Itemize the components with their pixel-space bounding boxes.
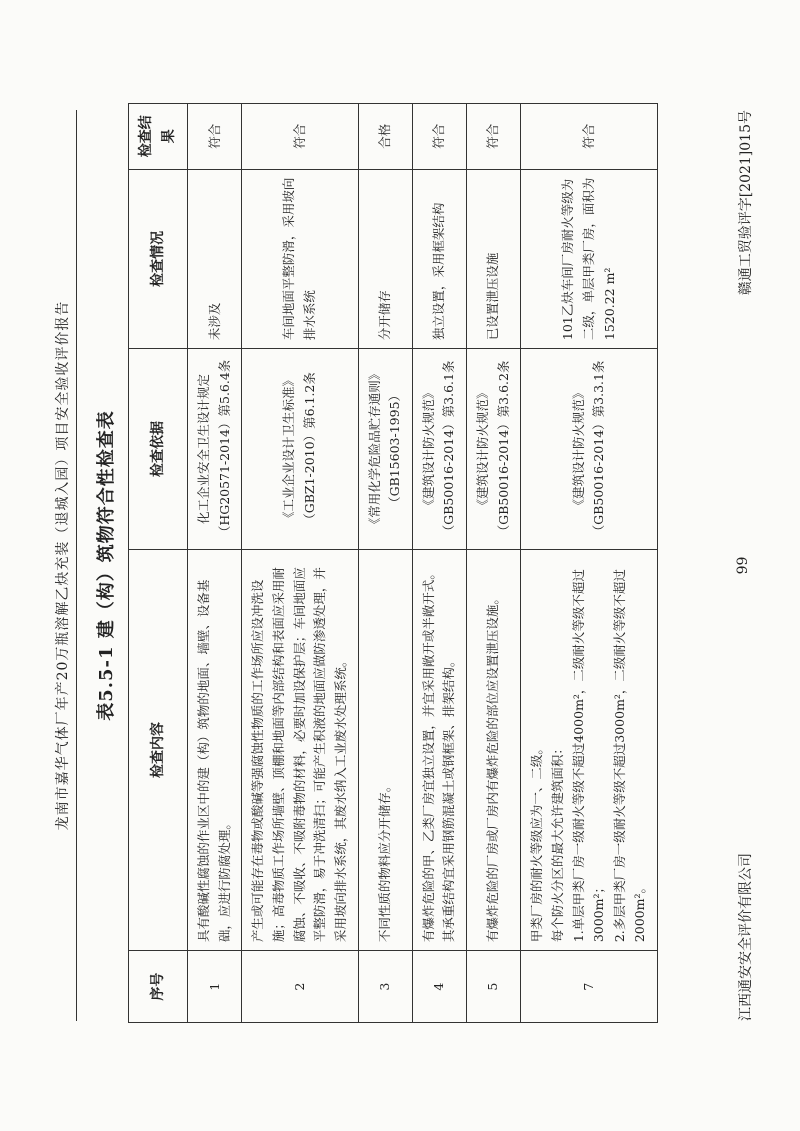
check-result: 符合 — [242, 104, 358, 170]
content-line: 1.单层甲类厂房一级耐火等级不超过4000m²，二级耐火等级不超过3000m²； — [570, 569, 607, 943]
table-row — [242, 104, 358, 1023]
table-row — [412, 104, 466, 1023]
report-header: 龙南市嘉华气体厂年产20万瓶溶解乙炔充装（退城入园）项目安全验收评价报告 — [52, 110, 77, 1021]
row-number: 4 — [412, 951, 466, 1023]
document-number: 赣通工贸验评字[2021]015号 — [738, 110, 754, 296]
row-number: 5 — [467, 951, 521, 1023]
check-content: 产生或可能存在毒物或酸碱等强腐蚀性物质的工作场所应设冲洗设施；高毒物质工作场所墙壁、顶棚和地面等内部结构和表面应采用耐腐蚀、不吸收、不吸附毒物的材料，必要时加设保护层；车间地面应平整防滑，易于冲洗清扫；可能产生积液的地面应做防渗透处理，并采用坡向排水系统，其废水纳入工业废水处理系统。 — [242, 549, 358, 950]
check-basis: 《常用化学危险品贮存通则》（GB15603-1995） — [358, 349, 412, 550]
column-header-content: 检查内容 — [129, 549, 188, 950]
check-result: 符合 — [521, 104, 658, 170]
table-row — [358, 104, 412, 1023]
check-content — [521, 549, 658, 950]
company-name: 江西通安安全评价有限公司 — [738, 853, 754, 1021]
table-row — [467, 104, 521, 1023]
content-line: 2.多层甲类厂房一级耐火等级不超过3000m²，二级耐火等级不超过2000m²。 — [611, 569, 648, 943]
check-status: 已设置泄压设施 — [467, 169, 521, 349]
check-result: 合格 — [358, 104, 412, 170]
column-header-basis: 检查依据 — [129, 349, 188, 550]
check-basis: 《建筑设计防火规范》（GB50016-2014）第3.3.1条 — [521, 349, 658, 550]
row-number: 2 — [242, 951, 358, 1023]
row-number: 7 — [521, 951, 658, 1023]
content-line: 每个防火分区的最大允许建筑面积： — [549, 742, 565, 943]
check-basis: 《建筑设计防火规范》（GB50016-2014）第3.6.2条 — [467, 349, 521, 550]
table-header-row — [129, 104, 188, 1023]
check-content: 有爆炸危险的厂房或厂房内有爆炸危险的部位应设置泄压设施。 — [467, 549, 521, 950]
column-header-result: 检查结果 — [129, 104, 188, 170]
check-basis: 《工业企业设计卫生标准》（GBZ1-2010）第6.1.2条 — [242, 349, 358, 550]
column-header-status: 检查情况 — [129, 169, 188, 349]
compliance-table — [128, 103, 658, 1023]
content-line: 甲类厂房的耐火等级应为一、二级。 — [529, 742, 545, 943]
check-status: 分开储存 — [358, 169, 412, 349]
row-number: 3 — [358, 951, 412, 1023]
table-row — [521, 104, 658, 1023]
check-status: 独立设置，采用框架结构 — [412, 169, 466, 349]
check-result: 符合 — [188, 104, 242, 170]
check-status: 101乙炔车间厂房耐火等级为二级，单层甲类厂房，面积为1520.22 m² — [521, 169, 658, 349]
row-number: 1 — [188, 951, 242, 1023]
check-content: 有爆炸危险的甲、乙类厂房宜独立设置，并宜采用敞开或半敞开式。其承重结构宜采用钢筋混凝土或钢框架、排架结构。 — [412, 549, 466, 950]
table-row — [188, 104, 242, 1023]
check-content: 不同性质的物料应分开储存。 — [358, 549, 412, 950]
column-header-no: 序号 — [129, 951, 188, 1023]
check-status: 未涉及 — [188, 169, 242, 349]
check-status: 车间地面平整防滑，采用坡向排水系统 — [242, 169, 358, 349]
check-result: 符合 — [412, 104, 466, 170]
check-result: 符合 — [467, 104, 521, 170]
check-basis: 化工企业安全卫生设计规定（HG20571-2014）第5.6.4条 — [188, 349, 242, 550]
check-content: 具有酸碱性腐蚀的作业区中的建（构）筑物的地面、墙壁、设备基础，应进行防腐处理。 — [188, 549, 242, 950]
check-basis: 《建筑设计防火规范》（GB50016-2014）第3.6.1条 — [412, 349, 466, 550]
page-number: 99 — [735, 556, 751, 575]
table-title: 表5.5-1 建（构）筑物符合性检查表 — [96, 410, 117, 721]
